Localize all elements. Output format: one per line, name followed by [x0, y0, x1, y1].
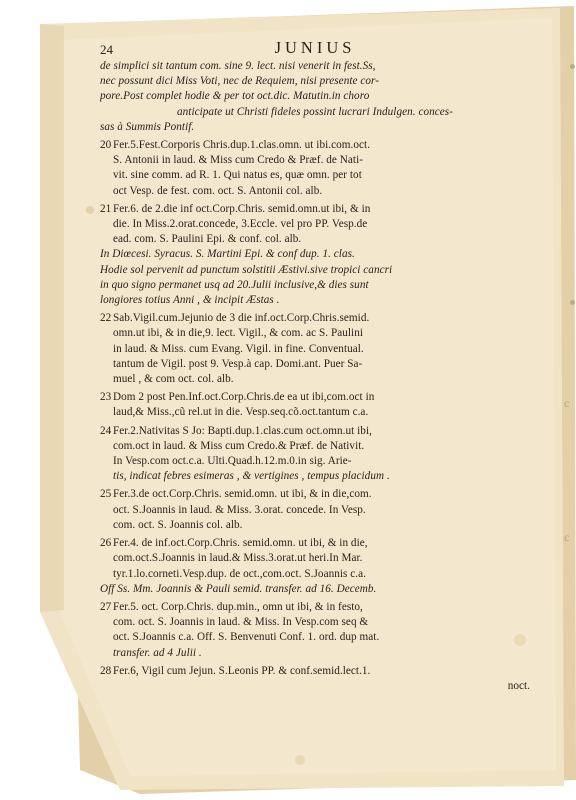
day-number: 22 [100, 312, 112, 325]
text-line: in quo signo permanet usq ad 20.Julii inclusive,& dies sunt [100, 278, 369, 291]
text-line: oct Vesp. de fest. com. oct. S. Antonii col. alb. [113, 184, 323, 197]
text-line: omn.ut ibi, & in die,9. lect. Vigil., & com. ac S. Paulini [113, 327, 363, 340]
text-line: Fer.6. de 2.die inf oct.Corp.Chris. semid.omn.ut ibi, & in [113, 202, 371, 215]
text-line: ead. com. S. Paulini Epi. & conf. col. alb. [113, 233, 302, 246]
text-line: oct. S.Joannis in laud. & Miss. 3.orat. concede. In Vesp. [113, 503, 366, 516]
text-line: tis, indicat febres esimeras , & vertigines , tempus placidum . [113, 470, 390, 483]
calendar-entry [100, 487, 530, 533]
intro-paragraph [100, 59, 530, 135]
calendar-entry [100, 138, 530, 199]
text-line: com. oct. S. Joannis col. alb. [113, 518, 243, 531]
text-line: longiores totius Anni , & incipit Æstas . [100, 294, 280, 307]
text-line: oct. S.Joannis c.a. Off. S. Benvenuti Conf. 1. ord. dup mat. [113, 631, 380, 644]
text-line: pore.Post complet hodie & per tot oct.dic. Matutin.in choro [100, 90, 370, 103]
day-number: 26 [100, 537, 112, 550]
text-line: laud,& Miss.,cũ rel.ut in die. Vesp.seq.cõ.oct.tantum c.a. [113, 406, 369, 419]
calendar-entry [100, 664, 530, 694]
text-line: de simplici sit tantum com. sine 9. lect. nisi venerit in fest.Ss, [100, 60, 376, 72]
text-line: sas à Summis Pontif. [100, 120, 195, 133]
text-line: vit. sine comm. ad R. 1. Qui natus es, quæ omn. per tot [113, 169, 362, 182]
text-line: tantum de Vigil. post 9. Vesp.à cap. Domi.ant. Puer Sa- [113, 357, 363, 370]
solstice-note [100, 263, 530, 309]
day-number: 28 [100, 664, 112, 677]
office-transfer-note [100, 582, 530, 597]
text-line: Fer.2.Nativitas S Jo: Bapti.dup.1.clas.cum oct.omn.ut ibi, [113, 424, 372, 437]
day-number: 25 [100, 488, 112, 501]
text-line: tyr.1.lo.corneti.Vesp.dup. de oct.,com.oct. S.Joannis c.a. [113, 567, 367, 580]
page-header [100, 38, 530, 59]
day-number: 23 [100, 391, 112, 404]
text-line: Fer.3.de oct.Corp.Chris. semid.omn. ut ibi, & in die,com. [113, 488, 372, 501]
text-line: Off Ss. Mm. Joannis & Pauli semid. transfer. ad 16. Decemb. [100, 582, 377, 595]
diocese-note [100, 247, 530, 262]
page-number: 24 [100, 42, 114, 57]
text-line: anticipate ut Christi fideles possint lucrari Indulgen. conces- [177, 105, 453, 118]
edge-bleed-mark: c [564, 396, 570, 410]
month-title: JUNIUS [274, 38, 356, 57]
day-number: 27 [100, 600, 112, 613]
text-line: com.oct.S.Joannis in laud.& Miss.3.orat.ut heri.In Mar. [113, 552, 363, 565]
text-line: Fer.6, Vigil cum Jejun. S.Leonis PP. & conf.semid.lect.1. [113, 664, 371, 677]
text-line: com. oct. S. Joannis in laud. & Miss. In Vesp.com seq & [113, 616, 369, 629]
text-line: nec possunt dici Miss Voti, nec de Requiem, nisi presente cor- [100, 75, 379, 88]
text-line: Dom 2 post Pen.Inf.oct.Corp.Chris.de ea ut ibi,com.oct in [113, 391, 375, 404]
text-line: Fer.4. de inf.oct.Corp.Chris. semid.omn. ut ibi, & in die, [113, 537, 368, 550]
text-line: noct. [507, 679, 530, 692]
margin-dot [570, 64, 575, 69]
text-line: in laud. & Miss. cum Evang. Vigil. in fine. Conventual. [113, 342, 364, 355]
text-line: Fer.5.Fest.Corporis Chris.dup.1.clas.omn. ut ibi.com.oct. [113, 139, 371, 152]
day-number: 21 [100, 202, 112, 215]
text-line: com.oct in laud. & Miss cum Credo.& Præf. de Nativit. [113, 439, 365, 452]
text-line: Hodie sol pervenit ad punctum solstitii Æstivi.sive tropici cancri [100, 263, 393, 276]
text-line: S. Antonii in laud. & Miss cum Credo & Præf. de Nati- [113, 154, 364, 167]
day-number: 20 [100, 139, 112, 152]
text-line: die. In Miss.2.orat.concede, 3.Eccle. vel pro PP. Vesp.de [113, 218, 368, 231]
calendar-entry [100, 390, 530, 420]
text-line: In Diœcesi. Syracus. S. Martini Epi. & conf dup. 1. clas. [100, 248, 355, 261]
text-line: muel , & com oct. col. alb. [113, 373, 234, 386]
calendar-entry [100, 202, 530, 248]
page-body [100, 38, 530, 694]
margin-dot [570, 300, 575, 305]
text-line: Sab.Vigil.cum.Jejunio de 3 die inf.oct.Corp.Chris.semid. [113, 312, 370, 325]
calendar-entry [100, 600, 530, 661]
text-line: transfer. ad 4 Julii . [113, 646, 202, 659]
calendar-entry [100, 424, 530, 485]
edge-bleed-mark: c [564, 530, 570, 544]
day-number: 24 [100, 424, 112, 437]
calendar-entry [100, 311, 530, 387]
calendar-entry [100, 536, 530, 582]
text-line: Fer.5. oct. Corp.Chris. dup.min., omn ut ibi, & in festo, [113, 600, 363, 613]
text-line: In Vesp.com oct.c.a. Ulti.Quad.h.12.m.0.in sig. Arie- [113, 455, 352, 468]
